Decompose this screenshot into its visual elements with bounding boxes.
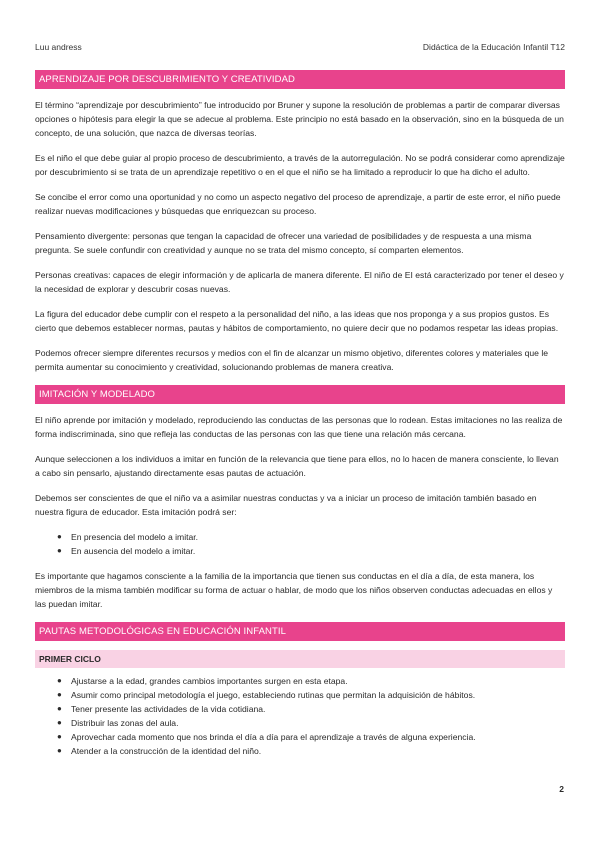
bullet-icon: ● [57,704,62,713]
paragraph: Es importante que hagamos consciente a la familia de la importancia que tienen sus conductas en el día a día, de esta manera, los miembros de la misma también modificar su forma de actuar o hablar, de modo que los niños observen conductas adecuadas en ellos y las puedan imitar. [35,571,553,609]
paragraph: Aunque seleccionen a los individuos a imitar en función de la relevancia que tiene para ellos, no lo hacen de manera consciente, lo llevan a cabo sin pensarlo, ajustando directamente esas pautas de actuación. [35,454,559,478]
bullet-icon: ● [57,718,62,727]
section-title-pautas: PAUTAS METODOLÓGICAS EN EDUCACIÓN INFANTIL [35,622,565,641]
list-item-text: Aprovechar cada momento que nos brinda el día a día para el aprendizaje a través de alguna experiencia. [71,732,476,742]
list-item-text: En ausencia del modelo a imitar. [71,546,196,556]
bullet-list [35,674,565,758]
list-item [35,674,565,688]
bullet-icon: ● [57,746,62,755]
page-header [35,42,565,52]
paragraph: La figura del educador debe cumplir con el respeto a la personalidad del niño, a las ideas que nos proponga y a sus propios gustos. Es cierto que debemos establecer normas, pautas y hábitos de comportamiento, no quiere decir que no podamos respetar las ideas propias. [35,309,559,333]
bullet-icon: ● [57,546,62,555]
header-author: Luu andress [35,42,82,52]
paragraph: Personas creativas: capaces de elegir información y de aplicarla de manera diferente. El niño de EI está caracterizado por tener el deseo y la necesidad de explorar y descubrir cosas nuevas. [35,270,564,294]
list-item [35,702,565,716]
bullet-icon: ● [57,732,62,741]
list-item-text: Atender a la construcción de la identidad del niño. [71,746,262,756]
list-item-text: En presencia del modelo a imitar. [71,532,199,542]
section-title-imitacion: IMITACIÓN Y MODELADO [35,385,565,404]
list-item-text: Asumir como principal metodología el juego, estableciendo rutinas que permitan la adquisición de hábitos. [71,690,476,700]
paragraph: Pensamiento divergente: personas que tengan la capacidad de ofrecer una variedad de posibilidades y de respuesta a una misma pregunta. Se suele confundir con creatividad y aunque no se trata del mismo concepto, sí comparten elementos. [35,231,532,255]
bullet-icon: ● [57,690,62,699]
paragraph: Podemos ofrecer siempre diferentes recursos y medios con el fin de alcanzar un mismo objetivo, diferentes colores y materiales que le permita aumentar su conocimiento y creatividad, solucionando problemas de manera creativa. [35,348,549,372]
header-subject: Didáctica de la Educación Infantil T12 [422,42,565,52]
list-item [35,530,565,544]
list-item-text: Tener presente las actividades de la vida cotidiana. [71,704,266,714]
paragraph: El término “aprendizaje por descubrimiento” fue introducido por Bruner y supone la resolución de problemas a partir de comparar diversas opciones o hipótesis para elegir la que se adecue al problema. Este principio no está basado en la observación, sino en la búsqueda de un concepto, de una solución, que nazca de diversas teorías. [35,100,564,138]
section-title-descubrimiento: APRENDIZAJE POR DESCUBRIMIENTO Y CREATIVIDAD [35,70,565,89]
list-item [35,544,565,558]
subsection-title-primer-ciclo: PRIMER CICLO [35,650,565,668]
paragraph: El niño aprende por imitación y modelado, reproduciendo las conductas de las personas que lo rodean. Estas imitaciones no las realiza de forma indiscriminada, sino que refleja las conductas de las personas con las que tiene una relación más cercana. [35,415,563,439]
document-body [35,70,565,769]
bullet-icon: ● [57,676,62,685]
bullet-list [35,530,565,558]
paragraph: Es el niño el que debe guiar al propio proceso de descubrimiento, a través de la autorregulación. No se podrá considerar como aprendizaje por descubrimiento si se trata de un aprendizaje repetitivo o en el que el niño se ha limitado a reproducir lo que ha dicho el adulto. [35,153,565,177]
bullet-icon: ● [57,532,62,541]
list-item [35,744,565,758]
list-item [35,688,565,702]
paragraph: Debemos ser conscientes de que el niño va a asimilar nuestras conductas y va a iniciar un proceso de imitación también basado en nuestra figura de educador. Esta imitación podrá ser: [35,493,537,517]
list-item-text: Distribuir las zonas del aula. [71,718,179,728]
paragraph: Se concibe el error como una oportunidad y no como un aspecto negativo del proceso de aprendizaje, a partir de este error, el niño puede realizar nuevas modificaciones y búsquedas que enriquezcan su proceso. [35,192,561,216]
list-item [35,716,565,730]
list-item-text: Ajustarse a la edad, grandes cambios importantes surgen en esta etapa. [71,676,348,686]
list-item [35,730,565,744]
page-number: 2 [559,784,564,794]
